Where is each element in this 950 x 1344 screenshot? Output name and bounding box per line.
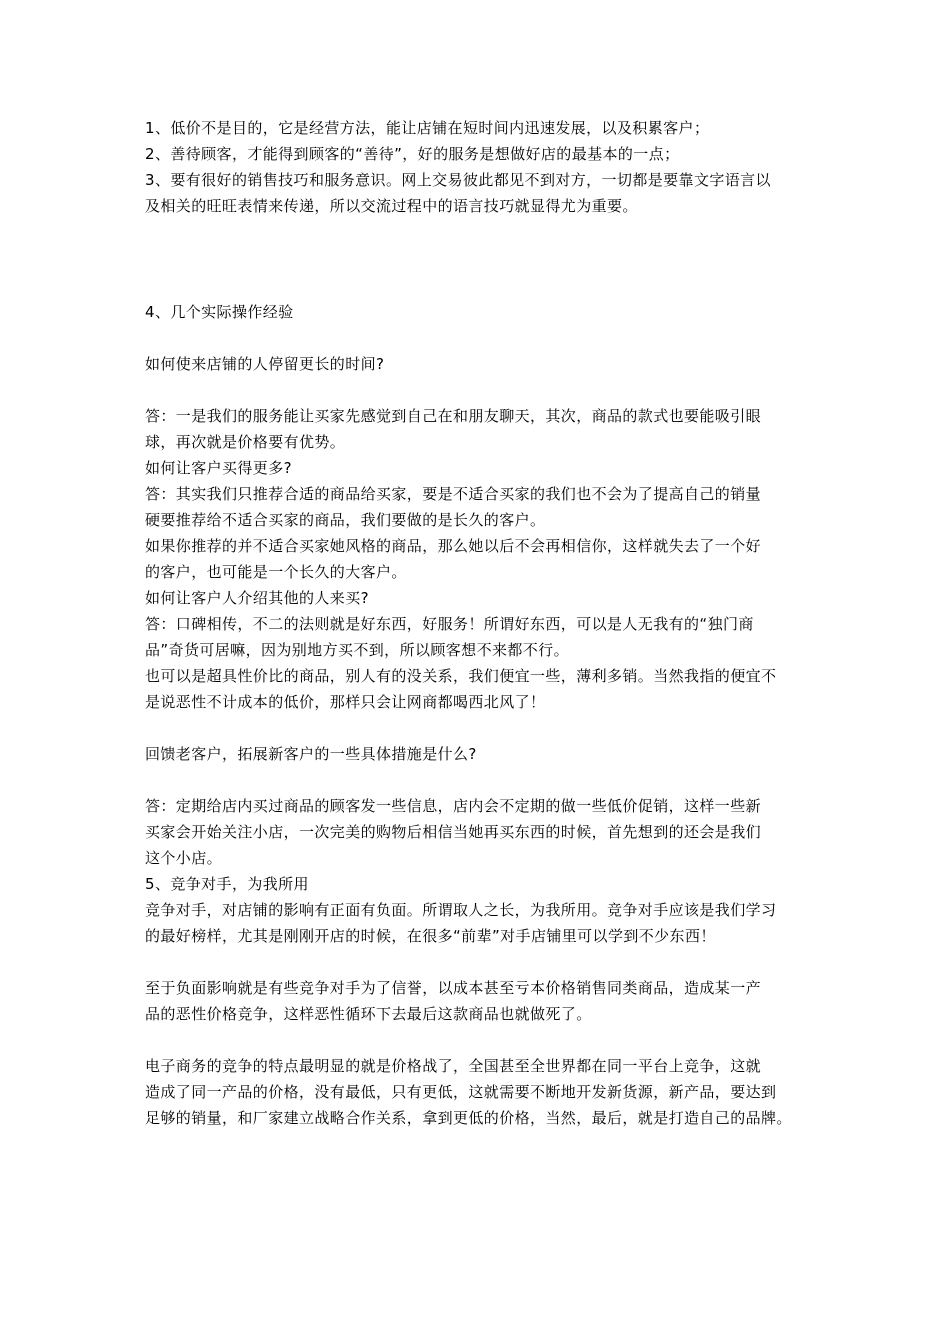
text-line: 至于负面影响就是有些竞争对手为了信誉，以成本甚至亏本价格销售同类商品，造成某一产 <box>145 979 762 997</box>
text-line: 答：一是我们的服务能让买家先感觉到自己在和朋友聊天，其次，商品的款式也要能吸引眼 <box>145 407 762 425</box>
text-line: 答：定期给店内买过商品的顾客发一些信息，店内会不定期的做一些低价促销，这样一些新 <box>145 797 762 815</box>
text-line: 品”奇货可居嘛，因为别地方买不到，所以顾客想不来都不行。 <box>145 641 569 659</box>
text-line: 答：口碑相传，不二的法则就是好东西，好服务！所谓好东西，可以是人无我有的“独门商 <box>145 615 754 633</box>
question-line: 回馈老客户，拓展新客户的一些具体措施是什么? <box>145 745 477 763</box>
text-line: 买家会开始关注小店，一次完美的购物后相信当她再买东西的时候，首先想到的还会是我们 <box>145 823 762 841</box>
text-line: 的客户，也可能是一个长久的大客户。 <box>145 563 407 581</box>
section-heading: 5、竞争对手，为我所用 <box>145 875 309 893</box>
text-line: 也可以是超具性价比的商品，别人有的没关系，我们便宜一些，薄利多销。当然我指的便宜不 <box>145 667 777 685</box>
question-line: 如何使来店铺的人停留更长的时间? <box>145 355 385 373</box>
text-line: 的最好榜样，尤其是刚刚开店的时候，在很多“前辈”对手店铺里可以学到不少东西！ <box>145 927 716 945</box>
text-line: 这个小店。 <box>145 849 223 867</box>
section-heading: 4、几个实际操作经验 <box>145 303 294 321</box>
text-line: 1、低价不是目的，它是经营方法，能让店铺在短时间内迅速发展，以及积累客户； <box>145 119 710 137</box>
text-line: 竞争对手，对店铺的影响有正面有负面。所谓取人之长，为我所用。竞争对手应该是我们学习 <box>145 901 777 919</box>
text-line: 答：其实我们只推荐合适的商品给买家，要是不适合买家的我们也不会为了提高自己的销量 <box>145 485 762 503</box>
text-line: 品的恶性价格竞争，这样恶性循环下去最后这款商品也就做死了。 <box>145 1005 592 1023</box>
text-line: 足够的销量，和厂家建立战略合作关系，拿到更低的价格，当然，最后，就是打造自己的品牌。 <box>145 1109 792 1127</box>
text-line: 及相关的旺旺表情来传递，所以交流过程中的语言技巧就显得尤为重要。 <box>145 197 638 215</box>
text-line: 是说恶性不计成本的低价，那样只会让网商都喝西北风了！ <box>145 693 546 711</box>
text-line: 造成了同一产品的价格，没有最低，只有更低，这就需要不断地开发新货源，新产品，要达到 <box>145 1083 777 1101</box>
question-line: 如何让客户买得更多? <box>145 459 292 477</box>
text-line: 硬要推荐给不适合买家的商品，我们要做的是长久的客户。 <box>145 511 546 529</box>
text-line: 电子商务的竞争的特点最明显的就是价格战了，全国甚至全世界都在同一平台上竞争，这就 <box>145 1057 762 1075</box>
text-line: 如果你推荐的并不适合买家她风格的商品，那么她以后不会再相信你，这样就失去了一个好 <box>145 537 762 555</box>
text-line: 2、善待顾客，才能得到顾客的“善待”，好的服务是想做好店的最基本的一点； <box>145 145 680 163</box>
text-line: 球，再次就是价格要有优势。 <box>145 433 346 451</box>
text-line: 3、要有很好的销售技巧和服务意识。网上交易彼此都见不到对方，一切都是要靠文字语言以 <box>145 171 771 189</box>
question-line: 如何让客户人介绍其他的人来买? <box>145 589 369 607</box>
